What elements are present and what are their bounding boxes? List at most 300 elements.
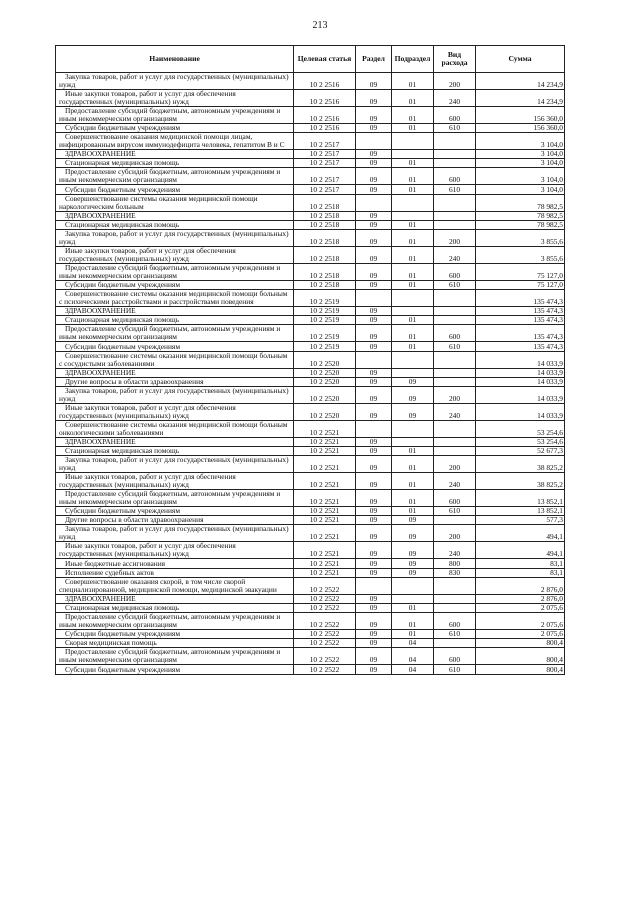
table-row (56, 603, 565, 612)
target-article-cell: 10 2 2519 (294, 307, 356, 316)
table-row (56, 665, 565, 674)
name-cell: Иные закупки товаров, работ и услуг для обеспечения государственных (муниципальных) нужд (56, 403, 294, 420)
sum-cell: 3 104,0 (476, 168, 565, 185)
sum-cell: 14 033,9 (476, 377, 565, 386)
expense-kind-cell (434, 437, 476, 446)
subsection-cell (392, 351, 434, 368)
table-row (56, 351, 565, 368)
table-row (56, 559, 565, 568)
expense-kind-cell: 200 (434, 525, 476, 542)
table-row (56, 159, 565, 168)
section-cell: 09 (356, 73, 392, 90)
expense-kind-cell: 240 (434, 473, 476, 490)
target-article-cell: 10 2 2517 (294, 168, 356, 185)
section-cell: 09 (356, 559, 392, 568)
section-cell: 09 (356, 168, 392, 185)
sum-cell: 38 825,2 (476, 473, 565, 490)
expense-kind-cell (434, 420, 476, 437)
target-article-cell: 10 2 2522 (294, 639, 356, 648)
sum-cell: 78 982,5 (476, 220, 565, 229)
name-cell: Стационарная медицинская помощь (56, 159, 294, 168)
expense-kind-cell (434, 220, 476, 229)
table-row (56, 290, 565, 307)
subsection-cell: 01 (392, 168, 434, 185)
expense-kind-cell: 830 (434, 568, 476, 577)
table-row (56, 473, 565, 490)
expense-kind-cell (434, 133, 476, 150)
subsection-cell: 01 (392, 603, 434, 612)
table-row (56, 386, 565, 403)
table-row (56, 194, 565, 211)
target-article-cell: 10 2 2518 (294, 211, 356, 220)
name-cell: Иные закупки товаров, работ и услуг для обеспечения государственных (муниципальных) нужд (56, 473, 294, 490)
subsection-cell: 09 (392, 559, 434, 568)
expense-kind-cell: 800 (434, 559, 476, 568)
subsection-cell (392, 211, 434, 220)
sum-cell: 3 104,0 (476, 133, 565, 150)
table-row (56, 307, 565, 316)
subsection-cell: 01 (392, 263, 434, 280)
expense-kind-cell: 610 (434, 507, 476, 516)
section-cell: 09 (356, 220, 392, 229)
name-cell: Субсидии бюджетным учреждениям (56, 185, 294, 194)
name-cell: Другие вопросы в области здравоохранения (56, 516, 294, 525)
subsection-cell (392, 594, 434, 603)
target-article-cell: 10 2 2518 (294, 280, 356, 289)
name-cell: Закупка товаров, работ и услуг для государственных (муниципальных) нужд (56, 456, 294, 473)
sum-cell: 3 855,6 (476, 246, 565, 263)
expense-kind-cell (434, 368, 476, 377)
subsection-cell: 01 (392, 473, 434, 490)
target-article-cell: 10 2 2521 (294, 437, 356, 446)
name-cell: ЗДРАВООХРАНЕНИЕ (56, 437, 294, 446)
name-cell: Стационарная медицинская помощь (56, 220, 294, 229)
target-article-cell: 10 2 2520 (294, 368, 356, 377)
table-row (56, 639, 565, 648)
target-article-cell: 10 2 2521 (294, 507, 356, 516)
name-cell: Закупка товаров, работ и услуг для государственных (муниципальных) нужд (56, 73, 294, 90)
subsection-cell: 09 (392, 386, 434, 403)
table-row (56, 316, 565, 325)
name-cell: Совершенствование системы оказания медицинской помощи наркологическим больным (56, 194, 294, 211)
expense-kind-cell (434, 316, 476, 325)
section-cell: 09 (356, 665, 392, 674)
sum-cell: 2 075,6 (476, 613, 565, 630)
expense-kind-cell: 600 (434, 106, 476, 123)
name-cell: Совершенствование оказания медицинской помощи лицам, инфицированным вирусом иммунодефицита человека, гепатитом B и C (56, 133, 294, 150)
header-section: Раздел (356, 46, 392, 73)
subsection-cell: 09 (392, 542, 434, 559)
section-cell: 09 (356, 316, 392, 325)
expense-kind-cell: 600 (434, 325, 476, 342)
expense-kind-cell: 610 (434, 185, 476, 194)
subsection-cell: 01 (392, 507, 434, 516)
subsection-cell: 01 (392, 446, 434, 455)
target-article-cell: 10 2 2519 (294, 342, 356, 351)
subsection-cell: 01 (392, 456, 434, 473)
expense-kind-cell (434, 194, 476, 211)
expense-kind-cell (434, 150, 476, 159)
sum-cell: 3 104,0 (476, 150, 565, 159)
subsection-cell: 01 (392, 73, 434, 90)
subsection-cell: 01 (392, 229, 434, 246)
subsection-cell: 01 (392, 246, 434, 263)
sum-cell: 75 127,0 (476, 280, 565, 289)
table-row (56, 89, 565, 106)
table-row (56, 246, 565, 263)
name-cell: Стационарная медицинская помощь (56, 316, 294, 325)
expense-kind-cell: 200 (434, 229, 476, 246)
name-cell: Предоставление субсидий бюджетным, автономным учреждениям и иным некоммерческим организациям (56, 106, 294, 123)
table-body (56, 73, 565, 675)
target-article-cell: 10 2 2521 (294, 420, 356, 437)
table-row (56, 490, 565, 507)
table-row (56, 377, 565, 386)
target-article-cell: 10 2 2522 (294, 577, 356, 594)
table-row (56, 106, 565, 123)
sum-cell: 135 474,3 (476, 325, 565, 342)
header-row (56, 46, 565, 73)
name-cell: ЗДРАВООХРАНЕНИЕ (56, 594, 294, 603)
subsection-cell: 01 (392, 342, 434, 351)
section-cell: 09 (356, 368, 392, 377)
name-cell: Субсидии бюджетным учреждениям (56, 665, 294, 674)
sum-cell: 14 033,9 (476, 386, 565, 403)
target-article-cell: 10 2 2521 (294, 525, 356, 542)
sum-cell: 800,4 (476, 648, 565, 665)
sum-cell: 135 474,3 (476, 307, 565, 316)
table-row (56, 456, 565, 473)
sum-cell: 13 852,1 (476, 507, 565, 516)
target-article-cell: 10 2 2519 (294, 316, 356, 325)
sum-cell: 78 982,5 (476, 194, 565, 211)
sum-cell: 83,1 (476, 559, 565, 568)
table-row (56, 577, 565, 594)
table-row (56, 437, 565, 446)
expense-kind-cell (434, 639, 476, 648)
sum-cell: 78 982,5 (476, 211, 565, 220)
sum-cell: 135 474,3 (476, 316, 565, 325)
sum-cell: 2 075,6 (476, 630, 565, 639)
table-row (56, 525, 565, 542)
target-article-cell: 10 2 2521 (294, 490, 356, 507)
sum-cell: 2 075,6 (476, 603, 565, 612)
target-article-cell: 10 2 2521 (294, 516, 356, 525)
target-article-cell: 10 2 2519 (294, 290, 356, 307)
subsection-cell: 01 (392, 613, 434, 630)
section-cell: 09 (356, 403, 392, 420)
sum-cell: 14 033,9 (476, 351, 565, 368)
subsection-cell (392, 368, 434, 377)
name-cell: Субсидии бюджетным учреждениям (56, 342, 294, 351)
section-cell: 09 (356, 603, 392, 612)
target-article-cell: 10 2 2517 (294, 150, 356, 159)
sum-cell: 156 360,0 (476, 123, 565, 132)
expense-kind-cell (434, 603, 476, 612)
sum-cell: 577,3 (476, 516, 565, 525)
subsection-cell: 01 (392, 220, 434, 229)
name-cell: Предоставление субсидий бюджетным, автономным учреждениям и иным некоммерческим организациям (56, 648, 294, 665)
table-row (56, 594, 565, 603)
table-row (56, 211, 565, 220)
header-subsection: Подраздел (392, 46, 434, 73)
expense-kind-cell: 600 (434, 613, 476, 630)
sum-cell: 156 360,0 (476, 106, 565, 123)
target-article-cell: 10 2 2521 (294, 446, 356, 455)
target-article-cell: 10 2 2517 (294, 185, 356, 194)
expense-kind-cell (434, 594, 476, 603)
target-article-cell: 10 2 2516 (294, 123, 356, 132)
subsection-cell (392, 133, 434, 150)
sum-cell: 75 127,0 (476, 263, 565, 280)
sum-cell: 494,1 (476, 542, 565, 559)
table-row (56, 342, 565, 351)
target-article-cell: 10 2 2519 (294, 325, 356, 342)
section-cell: 09 (356, 507, 392, 516)
name-cell: Предоставление субсидий бюджетным, автономным учреждениям и иным некоммерческим организациям (56, 263, 294, 280)
name-cell: Совершенствование системы оказания медицинской помощи больным онкологическими заболеваниями (56, 420, 294, 437)
section-cell: 09 (356, 325, 392, 342)
name-cell: Совершенствование системы оказания медицинской помощи больным с психическими расстройствами и расстройствами поведения (56, 290, 294, 307)
expense-kind-cell: 610 (434, 342, 476, 351)
table-row (56, 133, 565, 150)
subsection-cell: 01 (392, 630, 434, 639)
name-cell: Закупка товаров, работ и услуг для государственных (муниципальных) нужд (56, 525, 294, 542)
table-row (56, 507, 565, 516)
section-cell (356, 351, 392, 368)
header-sum: Сумма (476, 46, 565, 73)
table-row (56, 263, 565, 280)
table-row (56, 516, 565, 525)
header-article: Целевая статья (294, 46, 356, 73)
section-cell: 09 (356, 516, 392, 525)
sum-cell: 2 876,0 (476, 577, 565, 594)
name-cell: Предоставление субсидий бюджетным, автономным учреждениям и иным некоммерческим организациям (56, 325, 294, 342)
target-article-cell: 10 2 2522 (294, 665, 356, 674)
section-cell: 09 (356, 437, 392, 446)
table-row (56, 648, 565, 665)
subsection-cell: 04 (392, 665, 434, 674)
table-row (56, 185, 565, 194)
subsection-cell: 01 (392, 123, 434, 132)
name-cell: Скорая медицинская помощь (56, 639, 294, 648)
name-cell: Иные закупки товаров, работ и услуг для обеспечения государственных (муниципальных) нужд (56, 246, 294, 263)
name-cell: ЗДРАВООХРАНЕНИЕ (56, 150, 294, 159)
sum-cell: 3 855,6 (476, 229, 565, 246)
expense-kind-cell (434, 377, 476, 386)
subsection-cell: 09 (392, 525, 434, 542)
section-cell: 09 (356, 89, 392, 106)
section-cell: 09 (356, 542, 392, 559)
name-cell: Иные закупки товаров, работ и услуг для обеспечения государственных (муниципальных) нужд (56, 89, 294, 106)
section-cell: 09 (356, 246, 392, 263)
expense-kind-cell (434, 446, 476, 455)
section-cell: 09 (356, 229, 392, 246)
section-cell: 09 (356, 280, 392, 289)
target-article-cell: 10 2 2521 (294, 542, 356, 559)
target-article-cell: 10 2 2522 (294, 613, 356, 630)
name-cell: Субсидии бюджетным учреждениям (56, 507, 294, 516)
subsection-cell: 01 (392, 89, 434, 106)
subsection-cell: 01 (392, 185, 434, 194)
section-cell: 09 (356, 307, 392, 316)
section-cell: 09 (356, 263, 392, 280)
expense-kind-cell: 240 (434, 89, 476, 106)
name-cell: Стационарная медицинская помощь (56, 446, 294, 455)
table-row (56, 73, 565, 90)
expense-kind-cell: 200 (434, 73, 476, 90)
expense-kind-cell: 610 (434, 665, 476, 674)
target-article-cell: 10 2 2522 (294, 603, 356, 612)
sum-cell: 3 104,0 (476, 159, 565, 168)
name-cell: Предоставление субсидий бюджетным, автономным учреждениям и иным некоммерческим организациям (56, 613, 294, 630)
subsection-cell: 09 (392, 568, 434, 577)
expense-kind-cell: 610 (434, 280, 476, 289)
section-cell: 09 (356, 490, 392, 507)
name-cell: Совершенствование системы оказания медицинской помощи больным с сосудистыми заболеваниями (56, 351, 294, 368)
section-cell: 09 (356, 386, 392, 403)
subsection-cell: 01 (392, 280, 434, 289)
name-cell: Субсидии бюджетным учреждениям (56, 123, 294, 132)
section-cell: 09 (356, 106, 392, 123)
name-cell: Стационарная медицинская помощь (56, 603, 294, 612)
target-article-cell: 10 2 2521 (294, 456, 356, 473)
target-article-cell: 10 2 2522 (294, 630, 356, 639)
target-article-cell: 10 2 2518 (294, 220, 356, 229)
table-row (56, 368, 565, 377)
section-cell (356, 194, 392, 211)
expense-kind-cell: 240 (434, 246, 476, 263)
target-article-cell: 10 2 2521 (294, 473, 356, 490)
name-cell: Иные бюджетные ассигнования (56, 559, 294, 568)
header-kind: Вид расхода (434, 46, 476, 73)
table-row (56, 613, 565, 630)
sum-cell: 494,1 (476, 525, 565, 542)
target-article-cell: 10 2 2521 (294, 568, 356, 577)
table-row (56, 229, 565, 246)
subsection-cell: 09 (392, 403, 434, 420)
budget-table (55, 45, 565, 675)
target-article-cell: 10 2 2520 (294, 386, 356, 403)
name-cell: Субсидии бюджетным учреждениям (56, 630, 294, 639)
target-article-cell: 10 2 2518 (294, 246, 356, 263)
subsection-cell: 04 (392, 648, 434, 665)
sum-cell: 2 876,0 (476, 594, 565, 603)
expense-kind-cell: 200 (434, 386, 476, 403)
section-cell: 09 (356, 630, 392, 639)
expense-kind-cell: 600 (434, 263, 476, 280)
target-article-cell: 10 2 2517 (294, 133, 356, 150)
name-cell: Исполнение судебных актов (56, 568, 294, 577)
name-cell: ЗДРАВООХРАНЕНИЕ (56, 211, 294, 220)
target-article-cell: 10 2 2520 (294, 351, 356, 368)
sum-cell: 800,4 (476, 639, 565, 648)
target-article-cell: 10 2 2522 (294, 594, 356, 603)
table-row (56, 325, 565, 342)
expense-kind-cell (434, 307, 476, 316)
subsection-cell (392, 194, 434, 211)
subsection-cell (392, 290, 434, 307)
sum-cell: 53 254,6 (476, 420, 565, 437)
name-cell: Совершенствование оказания скорой, в том числе скорой специализированной, медицинской помощи, медицинской эвакуации (56, 577, 294, 594)
target-article-cell: 10 2 2516 (294, 106, 356, 123)
section-cell: 09 (356, 613, 392, 630)
sum-cell: 14 033,9 (476, 403, 565, 420)
section-cell: 09 (356, 150, 392, 159)
page-number: 213 (312, 20, 328, 31)
name-cell: Субсидии бюджетным учреждениям (56, 280, 294, 289)
section-cell: 09 (356, 648, 392, 665)
table-row (56, 403, 565, 420)
expense-kind-cell (434, 159, 476, 168)
target-article-cell: 10 2 2516 (294, 89, 356, 106)
table-row (56, 420, 565, 437)
target-article-cell: 10 2 2522 (294, 648, 356, 665)
target-article-cell: 10 2 2518 (294, 194, 356, 211)
subsection-cell: 09 (392, 377, 434, 386)
name-cell: Иные закупки товаров, работ и услуг для обеспечения государственных (муниципальных) нужд (56, 542, 294, 559)
target-article-cell: 10 2 2518 (294, 263, 356, 280)
section-cell: 09 (356, 456, 392, 473)
sum-cell: 800,4 (476, 665, 565, 674)
expense-kind-cell (434, 211, 476, 220)
table-row (56, 542, 565, 559)
expense-kind-cell (434, 351, 476, 368)
subsection-cell (392, 420, 434, 437)
section-cell (356, 420, 392, 437)
sum-cell: 52 677,3 (476, 446, 565, 455)
section-cell (356, 577, 392, 594)
target-article-cell: 10 2 2521 (294, 559, 356, 568)
expense-kind-cell: 240 (434, 542, 476, 559)
expense-kind-cell (434, 516, 476, 525)
expense-kind-cell: 200 (434, 456, 476, 473)
header-name: Наименование (56, 46, 294, 73)
table-row (56, 150, 565, 159)
name-cell: ЗДРАВООХРАНЕНИЕ (56, 368, 294, 377)
target-article-cell: 10 2 2520 (294, 403, 356, 420)
section-cell: 09 (356, 473, 392, 490)
sum-cell: 38 825,2 (476, 456, 565, 473)
name-cell: Закупка товаров, работ и услуг для государственных (муниципальных) нужд (56, 229, 294, 246)
expense-kind-cell: 600 (434, 490, 476, 507)
sum-cell: 83,1 (476, 568, 565, 577)
sum-cell: 13 852,1 (476, 490, 565, 507)
sum-cell: 135 474,3 (476, 342, 565, 351)
target-article-cell: 10 2 2518 (294, 229, 356, 246)
expense-kind-cell (434, 290, 476, 307)
table-row (56, 280, 565, 289)
target-article-cell: 10 2 2520 (294, 377, 356, 386)
subsection-cell: 01 (392, 316, 434, 325)
expense-kind-cell (434, 577, 476, 594)
table-header (56, 46, 565, 73)
subsection-cell (392, 307, 434, 316)
subsection-cell (392, 150, 434, 159)
subsection-cell: 01 (392, 490, 434, 507)
expense-kind-cell: 610 (434, 630, 476, 639)
section-cell: 09 (356, 211, 392, 220)
subsection-cell: 01 (392, 159, 434, 168)
section-cell: 09 (356, 525, 392, 542)
name-cell: ЗДРАВООХРАНЕНИЕ (56, 307, 294, 316)
name-cell: Закупка товаров, работ и услуг для государственных (муниципальных) нужд (56, 386, 294, 403)
table-row (56, 168, 565, 185)
section-cell: 09 (356, 342, 392, 351)
subsection-cell: 01 (392, 325, 434, 342)
expense-kind-cell: 610 (434, 123, 476, 132)
table-row (56, 568, 565, 577)
